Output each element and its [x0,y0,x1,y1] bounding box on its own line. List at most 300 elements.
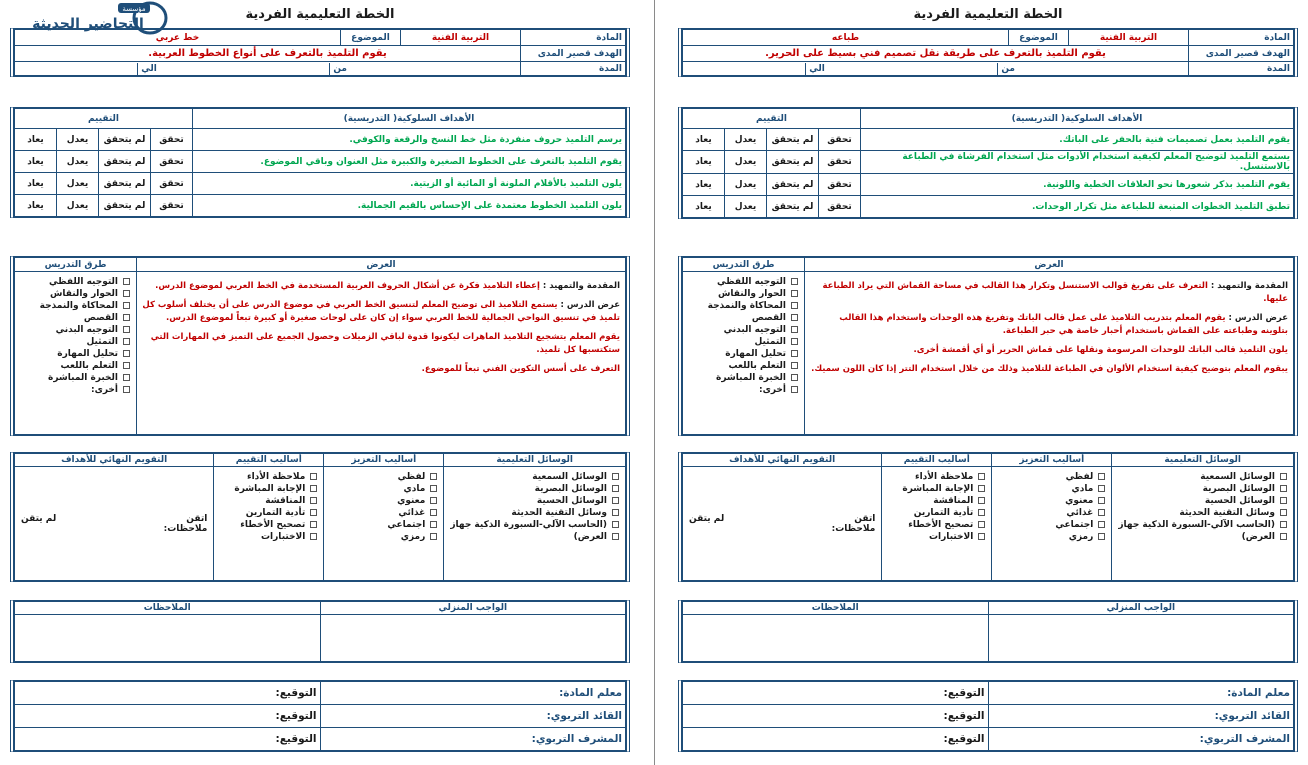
checkbox-icon[interactable] [310,497,317,504]
list-item[interactable] [998,471,1105,483]
intro-label: المقدمة والتمهيد : [1210,281,1288,291]
objective-text: يستمع التلميذ لتوضيح المعلم لكيفية استخدام الأدوات مثل استخدام الفرشاة في الطباعة بالاستنسل. [861,151,1294,174]
sign-label: التوقيع: [275,710,317,722]
list-item[interactable] [450,471,619,483]
list-item-label: وسائل التقنية الحديثة [511,508,607,518]
list-item[interactable] [330,507,437,519]
objective-text: يلون التلميذ الخطوط معتمدة على الإحساس بالقيم الجمالية. [193,195,626,217]
checkbox-icon[interactable] [791,278,798,285]
list-item[interactable] [888,495,985,507]
list-item[interactable] [689,336,798,348]
list-item[interactable] [450,483,619,495]
checkbox-icon[interactable] [791,362,798,369]
list-item-label: تأدية التمارين [245,508,306,518]
notes-label: ملاحظات: [831,523,876,534]
list-item[interactable] [1118,507,1287,519]
checkbox-icon[interactable] [1098,521,1105,528]
list-item-label: الحوار والنقاش [49,289,118,299]
sign-label: التوقيع: [275,733,317,745]
logo-top-text: مؤسسة [122,5,146,13]
presentation-body [805,272,1294,435]
list-item-label: تصحيح الأخطاء [240,520,306,530]
evaluation-option[interactable]: لم يتحقق [767,129,819,151]
evaluation-option[interactable]: يعدل [57,173,99,195]
list-item-label: المحاكاة والنمذجة [707,301,786,311]
checkbox-icon[interactable] [791,314,798,321]
checkbox-icon[interactable] [612,485,619,492]
list-item[interactable] [330,495,437,507]
objective-text: تطبق التلميذ الخطوات المتبعة للطباعة مثل تكرار الوحدات. [861,196,1294,218]
sign-label: التوقيع: [943,733,985,745]
list-item[interactable] [689,372,798,384]
list-item[interactable] [21,288,130,300]
resources-header: الوسائل التعليمية [444,454,626,467]
checkbox-icon[interactable] [310,521,317,528]
checkbox-icon[interactable] [612,521,619,528]
evaluation-option[interactable]: تحقق [819,174,861,196]
objective-row [683,151,1294,174]
subject-label: المادة [521,30,626,46]
list-item[interactable] [220,483,317,495]
intro-label: المقدمة والتمهيد : [542,281,620,291]
list-item-label: لفظي [1065,472,1094,482]
list-item-label: الوسائل السمعية [1200,472,1275,482]
list-item[interactable] [21,276,130,288]
from-label: من [998,63,1018,75]
to-label: الي [138,63,160,75]
list-item[interactable] [220,531,317,543]
teacher-signature[interactable] [15,682,321,705]
logo [0,0,180,38]
final-evaluation-header: التقويم النهائي للأهداف [15,454,214,467]
leader-signature[interactable] [15,705,321,728]
checkbox-icon[interactable] [1280,473,1287,480]
duration-label: المدة [521,62,626,76]
list-item[interactable] [1118,531,1287,543]
list-item[interactable] [330,471,437,483]
evaluation-option[interactable]: تحقق [819,151,861,174]
list-item[interactable] [689,300,798,312]
supervisor-signature[interactable] [683,728,989,751]
notes-header: الملاحظات [683,602,989,615]
checkbox-icon[interactable] [1280,485,1287,492]
signatures-box [678,680,1298,752]
reinforcement-list [330,471,437,543]
checkbox-icon[interactable] [1098,497,1105,504]
list-item-label: التوجيه اللفظي [48,277,118,287]
list-item-label: التمثيل [754,337,786,347]
teacher-signature[interactable] [683,682,989,705]
list-item-label: غذائي [398,508,426,518]
list-item[interactable] [450,531,619,543]
list-item-label: غذائي [1066,508,1094,518]
to-label: الي [806,63,828,75]
evaluation-option[interactable]: لم يتحقق [767,151,819,174]
evaluation-option[interactable]: لم يتحقق [767,174,819,196]
list-item-label: أخرى: [90,385,118,395]
checkbox-icon[interactable] [978,485,985,492]
list-item[interactable] [689,360,798,372]
checkbox-icon[interactable] [430,485,437,492]
list-item[interactable] [888,483,985,495]
list-item-label: الإجابة المباشرة [234,484,306,494]
evaluation-option[interactable]: يعدل [57,195,99,217]
homework-cell[interactable] [988,615,1294,662]
homework-box [10,600,630,663]
evaluation-option[interactable]: يعدل [725,151,767,174]
list-item-label: تأدية التمارين [913,508,974,518]
checkbox-icon[interactable] [791,338,798,345]
checkbox-icon[interactable] [123,314,130,321]
list-item[interactable] [998,507,1105,519]
leader-signature[interactable] [683,705,989,728]
resources-box [678,452,1298,582]
subject-value: التربية الفنية [1069,30,1189,46]
checkbox-icon[interactable] [1280,533,1287,540]
list-item[interactable] [998,495,1105,507]
objective-text: يرسم التلميذ حروف منفردة مثل خط النسخ والرقعة والكوفي. [193,129,626,151]
lesson-label: عرض الدرس : [560,300,620,310]
checkbox-icon[interactable] [791,350,798,357]
evaluation-option[interactable]: تحقق [151,195,193,217]
evaluation-option[interactable]: يعدل [725,174,767,196]
page-title: الخطة التعليمية الفردية [913,7,1063,22]
list-item-label: اجتماعي [1055,520,1094,530]
topic-value: خط عربي [15,30,341,46]
list-item-label: المناقشة [933,496,974,506]
methods-header: طرق التدريس [15,258,137,272]
resources-box [10,452,630,582]
list-item-label: التمثيل [86,337,118,347]
list-item-label: العرض) [573,532,607,542]
checkbox-icon[interactable] [310,485,317,492]
list-item[interactable] [689,384,798,396]
checkbox-icon[interactable] [791,386,798,393]
supervisor-signature[interactable] [15,728,321,751]
presentation-header: العرض [805,258,1294,272]
list-item[interactable] [21,384,130,396]
objective-row [15,173,626,195]
checkbox-icon[interactable] [791,374,798,381]
list-item[interactable] [888,471,985,483]
list-item-label: لفظي [397,472,426,482]
reinforcement-header: أساليب التعزيز [992,454,1112,467]
list-item[interactable] [21,312,130,324]
checkbox-icon[interactable] [1280,497,1287,504]
lesson-label: عرض الدرس : [1228,313,1288,323]
topic-label: الموضوع [1009,30,1069,46]
list-item[interactable] [330,519,437,531]
evaluation-option[interactable]: يعاد [683,196,725,218]
list-item[interactable] [220,471,317,483]
evaluation-option[interactable]: لم يتحقق [99,151,151,173]
list-item-label: رمزي [400,532,426,542]
checkbox-icon[interactable] [123,302,130,309]
list-item[interactable] [450,495,619,507]
list-item-label: التعلم باللعب [60,361,118,371]
evaluation-option[interactable]: يعدل [725,196,767,218]
list-item-label: القصص [83,313,118,323]
list-item[interactable] [998,483,1105,495]
evaluation-header: التقييم [683,109,861,129]
list-item[interactable] [21,324,130,336]
methods-header: طرق التدريس [683,258,805,272]
checkbox-icon[interactable] [791,326,798,333]
list-item[interactable] [450,519,619,531]
master-label: اتقن [186,513,208,524]
list-item[interactable] [1118,519,1287,531]
resources-header: الوسائل التعليمية [1112,454,1294,467]
checkbox-icon[interactable] [123,290,130,297]
list-item-label: الوسائل البصرية [1202,484,1275,494]
evaluation-option[interactable]: يعاد [683,129,725,151]
list-item-label: ملاحظة الأداء [914,472,974,482]
checkbox-icon[interactable] [1280,509,1287,516]
list-item[interactable] [689,276,798,288]
checkbox-icon[interactable] [430,497,437,504]
leader-label: القائد التربوي: [988,705,1294,728]
evaluation-option[interactable]: يعاد [15,195,57,217]
list-item-label: مادي [403,484,426,494]
list-item-label: التوجيه البدني [723,325,786,335]
reinforcement-list [998,471,1105,543]
checkbox-icon[interactable] [1098,509,1105,516]
teacher-label: معلم المادة: [320,682,626,705]
list-item[interactable] [330,483,437,495]
list-item-label: المناقشة [265,496,306,506]
list-item-label: الحوار والنقاش [717,289,786,299]
presentation-paragraph-3: يقوم المعلم بتشجيع التلاميذ الماهرات ليكونوا قدوة لباقي الزميلات وحصول الجميع على التميز في المهارات التي ستكتسبها كل تلميذ. [150,332,620,355]
checkbox-icon[interactable] [123,278,130,285]
checkbox-icon[interactable] [612,509,619,516]
page-title: الخطة التعليمية الفردية [245,7,395,22]
homework-box [678,600,1298,663]
evaluation-option[interactable]: يعاد [15,173,57,195]
checkbox-icon[interactable] [123,362,130,369]
objective-row [683,196,1294,218]
list-item[interactable] [220,495,317,507]
list-item[interactable] [888,531,985,543]
intro-text: التعرف على تفريغ قوالب الاستنسل وتكرار هذا القالب في مساحة القماش التي يراد الطباعة عليها. [822,281,1288,304]
checkbox-icon[interactable] [978,521,985,528]
objective-text: يلون التلميذ بالأقلام الملونة أو المائية أو الزيتية. [193,173,626,195]
list-item-label: معنوي [1065,496,1094,506]
checkbox-icon[interactable] [430,521,437,528]
list-item-label: تحليل المهارة [57,349,118,359]
subject-value: التربية الفنية [401,30,521,46]
evaluation-option[interactable]: تحقق [151,129,193,151]
list-item[interactable] [330,531,437,543]
final-evaluation-header: التقويم النهائي للأهداف [683,454,882,467]
list-item-label: الاختبارات [929,532,974,542]
assessment-header: أساليب التقييم [882,454,992,467]
list-item-label: اجتماعي [387,520,426,530]
checkbox-icon[interactable] [310,509,317,516]
evaluation-option[interactable]: تحقق [151,151,193,173]
methods-list [21,276,130,396]
checkbox-icon[interactable] [430,473,437,480]
intro-text: إعطاء التلاميذ فكرة عن أشكال الحروف العربية المستخدمة في الخط العربي لموضوع الدرس. [155,281,540,291]
duration-label: المدة [1189,62,1294,76]
evaluation-option[interactable]: يعدل [57,129,99,151]
list-item[interactable] [21,300,130,312]
list-item[interactable] [21,372,130,384]
goal-label: الهدف قصير المدى [1189,46,1294,62]
list-item[interactable] [21,348,130,360]
goal-label: الهدف قصير المدى [521,46,626,62]
evaluation-option[interactable]: يعدل [57,151,99,173]
list-item-label: وسائل التقنية الحديثة [1179,508,1275,518]
presentation-box [678,256,1298,436]
resources-list [450,471,619,543]
checkbox-icon[interactable] [123,350,130,357]
evaluation-header: التقييم [15,109,193,129]
evaluation-option[interactable]: يعاد [15,151,57,173]
resources-list [1118,471,1287,543]
list-item[interactable] [21,336,130,348]
list-item[interactable] [689,312,798,324]
list-item[interactable] [888,507,985,519]
list-item[interactable] [1118,483,1287,495]
objective-row [683,174,1294,196]
evaluation-option[interactable]: لم يتحقق [99,129,151,151]
evaluation-option[interactable]: لم يتحقق [99,173,151,195]
checkbox-icon[interactable] [978,473,985,480]
subject-label: المادة [1189,30,1294,46]
homework-header: الواجب المنزلي [320,602,626,615]
homework-cell[interactable] [320,615,626,662]
page-divider [654,0,655,765]
teacher-label: معلم المادة: [988,682,1294,705]
presentation-box [10,256,630,436]
objectives-header: الأهداف السلوكية( التدريسية) [861,109,1294,129]
objectives-box [678,107,1298,219]
notes-cell[interactable] [15,615,321,662]
checkbox-icon[interactable] [123,374,130,381]
supervisor-label: المشرف التربوي: [320,728,626,751]
objectives-box [10,107,630,218]
list-item-label: التعلم باللعب [728,361,786,371]
assessment-header: أساليب التقييم [214,454,324,467]
objective-text: يقوم التلميذ بالتعرف على الخطوط الصغيرة والكبيرة مثل العنوان وباقي الموضوع. [193,151,626,173]
checkbox-icon[interactable] [123,338,130,345]
notes-header: الملاحظات [15,602,321,615]
list-item-label: تصحيح الأخطاء [908,520,974,530]
evaluation-option[interactable]: تحقق [151,173,193,195]
evaluation-option[interactable]: لم يتحقق [99,195,151,217]
list-item[interactable] [888,519,985,531]
sign-label: التوقيع: [943,710,985,722]
list-item-label: الوسائل البصرية [534,484,607,494]
list-item-label: (الحاسب الآلي-السبورة الذكية جهاز [1118,520,1275,530]
checkbox-icon[interactable] [1098,533,1105,540]
supervisor-label: المشرف التربوي: [988,728,1294,751]
goal-value: يقوم التلميذ بالتعرف على طريقة نقل تصميم فني بسيط على الحرير. [683,46,1189,62]
checkbox-icon[interactable] [430,509,437,516]
checkbox-icon[interactable] [1098,485,1105,492]
list-item-label: الوسائل الحسية [1204,496,1275,506]
checkbox-icon[interactable] [1280,521,1287,528]
list-item[interactable] [450,507,619,519]
from-label: من [330,63,350,75]
evaluation-option[interactable]: يعاد [683,151,725,174]
notes-label: ملاحظات: [163,523,208,534]
checkbox-icon[interactable] [612,533,619,540]
list-item-label: ملاحظة الأداء [246,472,306,482]
presentation-header: العرض [137,258,626,272]
list-item-label: أخرى: [758,385,786,395]
evaluation-option[interactable]: تحقق [819,129,861,151]
evaluation-option[interactable]: تحقق [819,196,861,218]
evaluation-option[interactable]: لم يتحقق [767,196,819,218]
checkbox-icon[interactable] [310,473,317,480]
checkbox-icon[interactable] [978,509,985,516]
checkbox-icon[interactable] [430,533,437,540]
goal-value: يقوم التلميذ بالتعرف على أنواع الخطوط العربية. [15,46,521,62]
objective-text: يقوم التلميذ بعمل تصميمات فنية بالحفر على الباتك. [861,129,1294,151]
list-item[interactable] [689,288,798,300]
list-item-label: رمزي [1068,532,1094,542]
sign-label: التوقيع: [943,687,985,699]
signatures-box [10,680,630,752]
objective-row [15,151,626,173]
topic-label: الموضوع [341,30,401,46]
lesson-text: يقوم المعلم بتدريب التلاميذ على عمل قالب الباتك وتفريغ هذه الوحدات واستخدام هذا القالب بتلوينه وطباعته على القماش باستخدام أحبار خاصة هي حبر الطباعة. [839,313,1288,336]
checkbox-icon[interactable] [791,290,798,297]
checkbox-icon[interactable] [1098,473,1105,480]
list-item-label: الوسائل الحسية [536,496,607,506]
checkbox-icon[interactable] [978,533,985,540]
list-item[interactable] [998,531,1105,543]
list-item-label: تحليل المهارة [725,349,786,359]
lesson-text: يستمع التلاميذ الى توضيح المعلم لتنسيق الخط العربي في موضوع الدرس على أن يختلف أسلوب كل تلميذ في تنسيق النواحي الجمالية للخط العربي سواء إن كان على لوحات صغيرة أو كبيرة تبعاً لموضوع الدرس. [142,300,620,323]
objective-text: يقوم التلميذ بذكر شعورها نحو العلاقات الخطية واللونية. [861,174,1294,196]
checkbox-icon[interactable] [978,497,985,504]
list-item-label: الاختبارات [261,532,306,542]
checkbox-icon[interactable] [123,386,130,393]
list-item[interactable] [220,519,317,531]
list-item[interactable] [1118,495,1287,507]
not-master-label: لم يتقن [689,513,725,524]
objective-row [15,129,626,151]
list-item[interactable] [689,324,798,336]
checkbox-icon[interactable] [791,302,798,309]
header-box [678,28,1298,77]
list-item[interactable] [689,348,798,360]
methods-list [689,276,798,396]
list-item-label: التوجيه اللفظي [716,277,786,287]
list-item-label: الخبرة المباشرة [48,373,118,383]
master-label: اتقن [854,513,876,524]
evaluation-option[interactable]: يعدل [725,129,767,151]
reinforcement-header: أساليب التعزيز [324,454,444,467]
list-item-label: الإجابة المباشرة [902,484,974,494]
homework-header: الواجب المنزلي [988,602,1294,615]
checkbox-icon[interactable] [310,533,317,540]
checkbox-icon[interactable] [612,473,619,480]
notes-cell[interactable] [683,615,989,662]
leader-label: القائد التربوي: [320,705,626,728]
checkbox-icon[interactable] [612,497,619,504]
list-item[interactable] [21,360,130,372]
checkbox-icon[interactable] [123,326,130,333]
list-item-label: التوجيه البدني [55,325,118,335]
evaluation-option[interactable]: يعاد [15,129,57,151]
list-item[interactable] [1118,471,1287,483]
list-item[interactable] [998,519,1105,531]
evaluation-option[interactable]: يعاد [683,174,725,196]
list-item[interactable] [220,507,317,519]
